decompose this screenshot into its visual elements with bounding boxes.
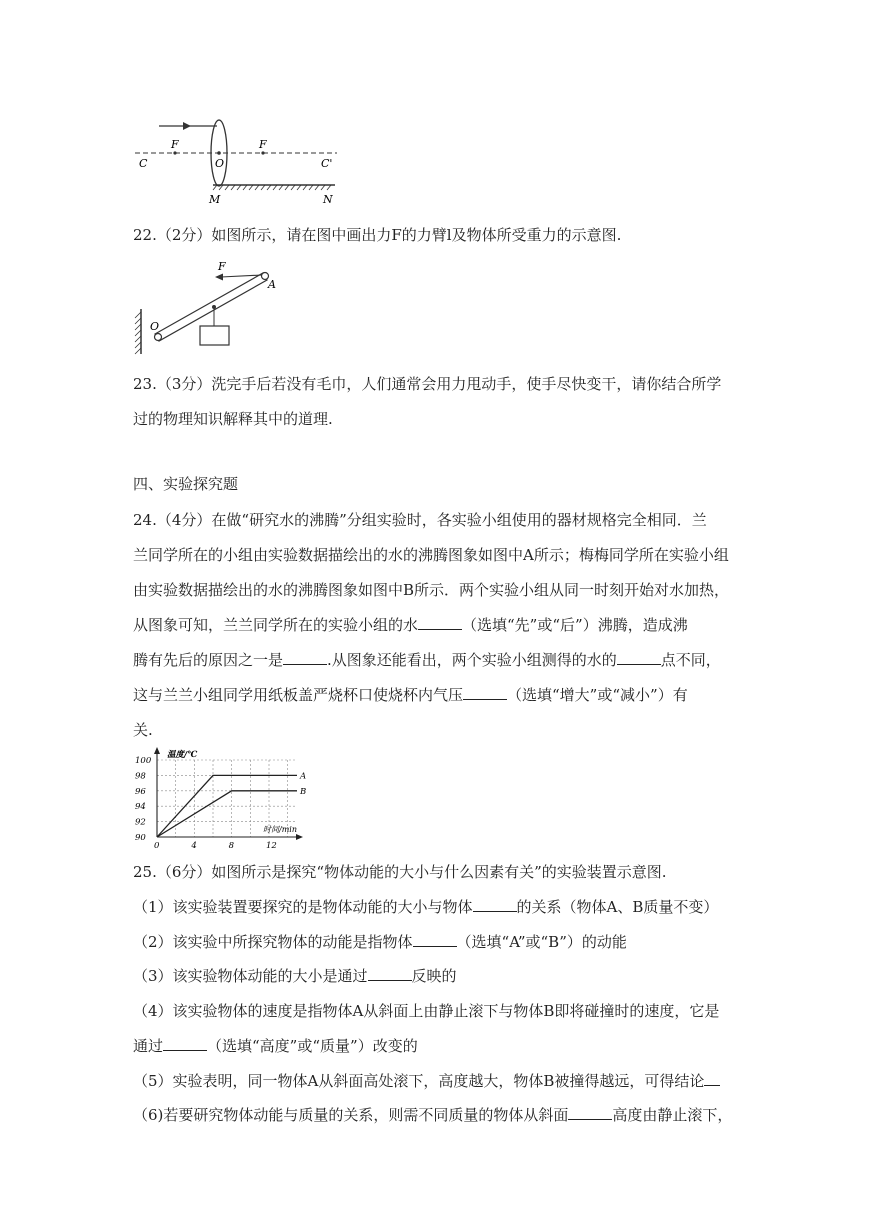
y-tick-label: 96: [135, 786, 146, 797]
label-o: O: [150, 320, 160, 333]
lens-figure: [131, 113, 341, 205]
q23-line2: 过的物理知识解释其中的道理.: [133, 410, 333, 428]
q22-text: 22.（2分）如图所示，请在图中画出力F的力臂l及物体所受重力的示意图.: [133, 226, 622, 244]
q24-line6-part1: 这与兰兰小组同学用纸板盖严烧杯口使烧杯内气压: [133, 686, 464, 704]
answer-blank: [463, 685, 507, 700]
q25-intro: 25.（6分）如图所示是探究“物体动能的大小与什么因素有关”的实验装置示意图.: [133, 863, 667, 881]
label-c-right: C': [321, 157, 333, 170]
x-tick-label: 12: [266, 841, 277, 851]
q25-s5-text: （5）实验表明，同一物体A从斜面高处滚下，高度越大，物体B被撞得越远，可得结论: [133, 1072, 705, 1090]
x-tick-label: 8: [228, 841, 235, 851]
q25-s1-part1: （1）该实验装置要探究的是物体动能的大小与物体: [133, 898, 473, 916]
answer-blank: [368, 966, 412, 981]
q23-line1: 23.（3分）洗完手后若没有毛巾，人们通常会用力甩动手，使手尽快变干，请你结合所学: [133, 375, 722, 393]
q25-s4-line1: （4）该实验物体的速度是指物体A从斜面上由静止滚下与物体B即将碰撞时的速度，它是: [133, 1002, 720, 1020]
q25-s6-part2: 高度由静止滚下，: [612, 1106, 733, 1124]
answer-blank: [418, 615, 462, 630]
y-tick-label: 100: [135, 756, 152, 766]
label-o: O: [215, 157, 225, 170]
wall-hatching: [135, 312, 141, 354]
answer-blank: [617, 650, 661, 665]
boiling-chart: [133, 745, 305, 849]
q24-line5-part2: .从图象还能看出，两个实验小组测得的水的: [327, 651, 617, 669]
series-label-a: A: [300, 771, 307, 782]
q24-line4: [133, 615, 688, 635]
q25-s3-part1: （3）该实验物体动能的大小是通过: [133, 967, 368, 985]
q24-line5: [133, 650, 721, 670]
focal-point-right: [261, 151, 264, 154]
y-axis-label: 温度/℃: [167, 750, 198, 760]
q24-line4-part2: （选填“先”或“后”）沸腾，造成沸: [462, 616, 688, 634]
q24-line6-part2: （选填“增大”或“减小”）有: [507, 686, 688, 704]
x-tick-label: 4: [191, 841, 197, 851]
y-tick-label: 98: [135, 771, 146, 782]
label-f-right: F: [259, 138, 267, 151]
q25-s5: [133, 1071, 720, 1091]
ray-arrow-icon: [183, 122, 191, 130]
x-tick-label: 0: [154, 841, 160, 851]
y-tick-label: 94: [135, 802, 146, 813]
answer-blank: [473, 897, 517, 912]
answer-blank: [283, 650, 327, 665]
answer-blank: [568, 1105, 612, 1120]
q24-line2: 兰同学所在的小组由实验数据描绘出的水的沸腾图象如图中A所示；梅梅同学所在实验小组: [133, 546, 729, 564]
x-axis-arrow-icon: [296, 834, 303, 840]
label-f-left: F: [171, 138, 179, 151]
q24-line3: 由实验数据描绘出的水的沸腾图象如图中B所示．两个实验小组从同一时刻开始对水加热，: [133, 581, 730, 599]
q25-s6-part1: （6)若要研究物体动能与质量的关系，则需不同质量的物体从斜面: [133, 1106, 569, 1124]
answer-blank: [704, 1071, 720, 1086]
answer-blank: [413, 932, 457, 947]
q25-s2-part2: （选填“A”或“B”）的动能: [456, 933, 627, 951]
section-title: 四、实验探究题: [133, 475, 239, 493]
q25-s4-line2: [133, 1036, 418, 1056]
optical-center: [217, 151, 221, 155]
q25-s2: [133, 932, 627, 952]
hanging-block: [200, 326, 229, 345]
q24-line5-part3: 点不同，: [660, 651, 721, 669]
force-arrowhead-icon: [215, 274, 223, 281]
pivot-o: [155, 334, 162, 341]
q24-line4-part1: 从图象可知，兰兰同学所在的实验小组的水: [133, 616, 419, 634]
series-label-b: B: [300, 786, 307, 797]
label-a: A: [268, 278, 276, 291]
y-tick-label: 92: [135, 817, 146, 828]
q25-s3-part2: 反映的: [411, 967, 457, 985]
label-f: F: [218, 260, 226, 273]
q25-s3: [133, 966, 457, 986]
y-axis-arrow-icon: [154, 747, 160, 754]
answer-blank: [163, 1036, 207, 1051]
lever-figure: [131, 257, 281, 355]
q25-s4-part1: 通过: [133, 1037, 164, 1055]
q24-line5-part1: 腾有先后的原因之一是: [133, 651, 284, 669]
q25-s1: [133, 897, 718, 917]
label-c-left: C: [139, 157, 148, 170]
q25-s1-part2: 的关系（物体A、B质量不变）: [516, 898, 719, 916]
label-n: N: [323, 193, 333, 206]
q25-s2-part1: （2）该实验中所探究物体的动能是指物体: [133, 933, 413, 951]
x-axis-label: 时间/min: [263, 825, 297, 834]
label-m: M: [209, 193, 221, 206]
q24-line1: 24.（4分）在做“研究水的沸腾”分组实验时，各实验小组使用的器材规格完全相同．兰: [133, 511, 707, 529]
q25-s4-part2: （选填“高度”或“质量”）改变的: [207, 1037, 418, 1055]
focal-point-left: [173, 151, 176, 154]
y-tick-label: 90: [135, 833, 146, 843]
q24-line6: [133, 685, 688, 705]
q24-line7: 关.: [133, 721, 153, 739]
q25-s6: [133, 1105, 732, 1125]
